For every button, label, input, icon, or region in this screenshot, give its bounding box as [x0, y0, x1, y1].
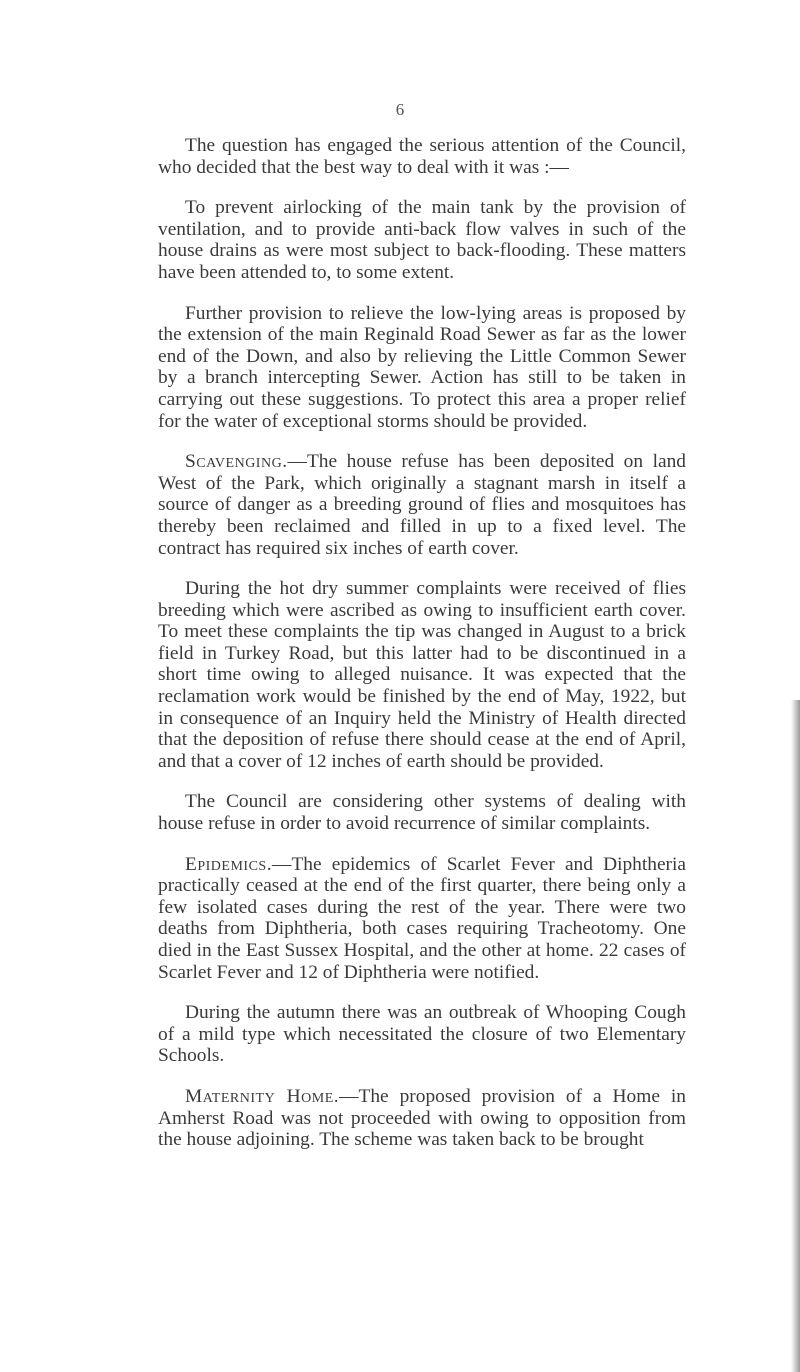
paragraph [158, 578, 686, 772]
paragraph [158, 791, 686, 834]
paragraph-text: —The house refuse has been deposited on land West of the Park, which originally a stagnant marsh in itself a source of danger as a breeding ground of flies and mosquitoes has thereby been reclaimed and filled in up to a fixed level. The contract has required six inches of earth cover. [158, 451, 686, 559]
body-text [158, 135, 686, 1170]
paragraph [158, 1086, 686, 1151]
paragraph-text: —The epidemics of Scarlet Fever and Diphtheria practically ceased at the end of the first quarter, there being only a few isolated cases during the rest of the year. There were two deaths from Diphtheria, both cases requiring Tracheotomy. One died in the East Sussex Hospital, and the other at home. 22 cases of Scarlet Fever and 12 of Diphtheria were notified. [158, 853, 686, 983]
paragraph [158, 1002, 686, 1067]
page-edge-shadow [791, 700, 800, 1372]
paragraph-text: —The proposed provision of a Home in Amherst Road was not proceeded with owing to opposition from the house adjoining. The scheme was taken back to be brought [158, 1085, 686, 1151]
paragraph [158, 854, 686, 984]
paragraph [158, 135, 686, 178]
page-number: 6 [395, 100, 405, 119]
section-heading: Maternity Home. [185, 1085, 340, 1107]
paragraph-text: During the hot dry summer complaints were received of flies breeding which were ascribed as owing to insufficient earth cover. To meet these complaints the tip was changed in August to a brick field in Turkey Road, but this latter had to be discontinued in a short time owing to alleged nuisance. It was expected that the reclamation work would be finished by the end of May, 1922, but in consequence of an Inquiry held the Ministry of Health directed that the deposition of refuse there should cease at the end of April, and that a cover of 12 inches of earth should be provided. [158, 578, 686, 772]
paragraph-text: To prevent airlocking of the main tank by the provision of ventilation, and to provide anti-back flow valves in such of the house drains as were most subject to back-flooding. These matters have been attended to, to some extent. [158, 197, 686, 283]
paragraph [158, 303, 686, 433]
paragraph [158, 197, 686, 283]
paragraph-text: During the autumn there was an outbreak of Whooping Cough of a mild type which necessitated the closure of two Elementary Schools. [158, 1002, 686, 1067]
section-heading: Scavenging. [185, 451, 288, 473]
paragraph-text: The question has engaged the serious attention of the Council, who decided that the best way to deal with it was :— [158, 135, 686, 178]
paragraph [158, 451, 686, 559]
section-heading: Epidemics. [185, 853, 273, 875]
paragraph-text: Further provision to relieve the low-lying areas is proposed by the extension of the main Reginald Road Sewer as far as the lower end of the Down, and also by relieving the Little Common Sewer by a branch intercepting Sewer. Action has still to be taken in carrying out these suggestions. To protect this area a proper relief for the water of exceptional storms should be provided. [158, 302, 686, 432]
paragraph-text: The Council are considering other systems of dealing with house refuse in order to avoid recurrence of similar complaints. [158, 791, 686, 835]
